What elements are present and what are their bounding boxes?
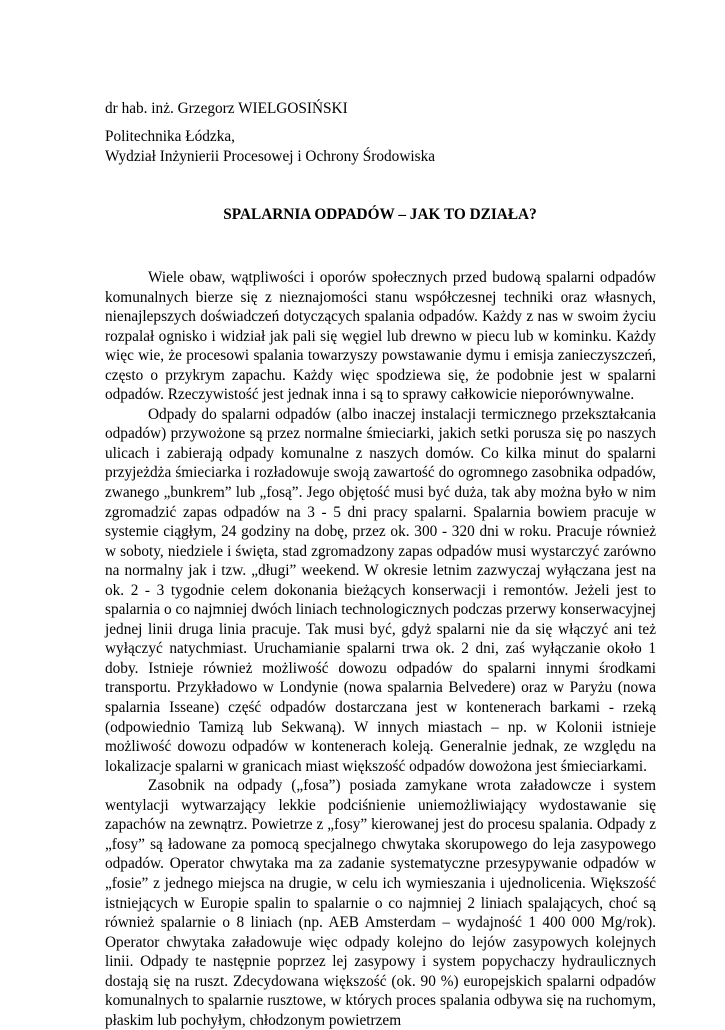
paragraph: Wiele obaw, wątpliwości i oporów społecznych przed budową spalarni odpadów komunalnych bierze się z nieznajomości stanu współczesnej techniki oraz własnych, nienajlepszych doświadczeń dotyczących spalania odpadów. Każdy z nas w swoim życiu rozpalał ognisko i widział jak pali się węgiel lub drewno w piecu lub w kominku. Każdy więc wie, że procesowi spalania towarzyszy powstawanie dymu i emisja zanieczyszczeń, często o przykrym zapachu. Każdy więc spodziewa się, że podobnie jest w spalarni odpadów. Rzeczywistość jest jednak inna i są to sprawy całkowicie nieporównywalne. — [105, 269, 656, 404]
paragraph: Zasobnik na odpady („fosa”) posiada zamykane wrota załadowcze i system wentylacji wytwarzający lekkie podciśnienie uniemożliwiający wydostawanie się zapachów na zewnątrz. Powietrze z „fosy” kierowanej jest do procesu spalania. Odpady z „fosy” są ładowane za pomocą specjalnego chwytaka skorupowego do leja zasypowego odpadów. Operator chwytaka ma za zadanie systematyczne przesypywanie odpadów w „fosie” z jednego miejsca na drugie, w celu ich wymieszania i ujednolicenia. Większość istniejących w Europie spalin to spalarnie o co najmniej 2 liniach spalających, choć są również spalarnie o 8 liniach (np. AEB Amsterdam – wydajność 1 400 000 Mg/rok). Operator chwytaka załadowuje więc odpady kolejno do lejów zasypowych kolejnych linii. Odpady te następnie poprzez lej zasypowy i system popychaczy hydraulicznych dostają się na ruszt. Zdecydowana większość (ok. 90 %) europejskich spalarni odpadów komunalnych to spalarnie rusztowe, w których proces spalania odbywa się na ruchomym, płaskim lub pochyłym, chłodzonym powietrzem — [105, 777, 656, 1029]
article-body — [105, 268, 656, 1030]
affiliation — [105, 127, 435, 166]
affiliation-faculty: Wydział Inżynierii Procesowej i Ochrony Środowiska — [105, 147, 436, 165]
author-name: dr hab. inż. Grzegorz WIELGOSIŃSKI — [105, 100, 348, 117]
paragraph: Odpady do spalarni odpadów (albo inaczej instalacji termicznego przekształcania odpadów) przywożone są przez normalne śmieciarki, jakich setki porusza się po naszych ulicach i zabierają odpady komunalne z naszych domów. Co kilka minut do spalarni przyjeżdża śmieciarka i rozładowuje swoją zawartość do ogromnego zasobnika odpadów, zwanego „bunkrem” lub „fosą”. Jego objętość musi być duża, tak aby można było w nim zgromadzić zapas odpadów na 3 - 5 dni pracy spalarni. Spalarnia bowiem pracuje w systemie ciągłym, 24 godziny na dobę, przez ok. 300 - 320 dni w roku. Pracuje również w soboty, niedziele i święta, stad zgromadzony zapas odpadów musi wystarczyć zarówno na normalny jak i tzw. „długi” weekend. W okresie letnim zazwyczaj wyłączana jest na ok. 2 - 3 tygodnie celem dokonania bieżących konserwacji i remontów. Jeżeli jest to spalarnia o co najmniej dwóch liniach technologicznych podczas przerwy konserwacyjnej jednej linii druga linia pracuje. Tak musi być, gdyż spalarni nie da się włączyć ani też wyłączyć natychmiast. Uruchamianie spalarni trwa ok. 2 dni, zaś wyłączanie około 1 doby. Istnieje również możliwość dowozu odpadów do spalarni innymi środkami transportu. Przykładowo w Londynie (nowa spalarnia Belvedere) oraz w Paryżu (nowa spalarnia Isseane) część odpadów dostarczana jest w kontenerach barkami - rzeką (odpowiednio Tamizą lub Sekwaną). W innych miastach – np. w Kolonii istnieje możliwość dowozu odpadów w kontenerach koleją. Generalnie jednak, ze względu na lokalizacje spalarni w granicach miast większość odpadów dowożona jest śmieciarkami. — [105, 405, 656, 775]
affiliation-university: Politechnika Łódzka, — [105, 128, 235, 145]
article-title: SPALARNIA ODPADÓW – JAK TO DZIAŁA? — [223, 206, 537, 223]
